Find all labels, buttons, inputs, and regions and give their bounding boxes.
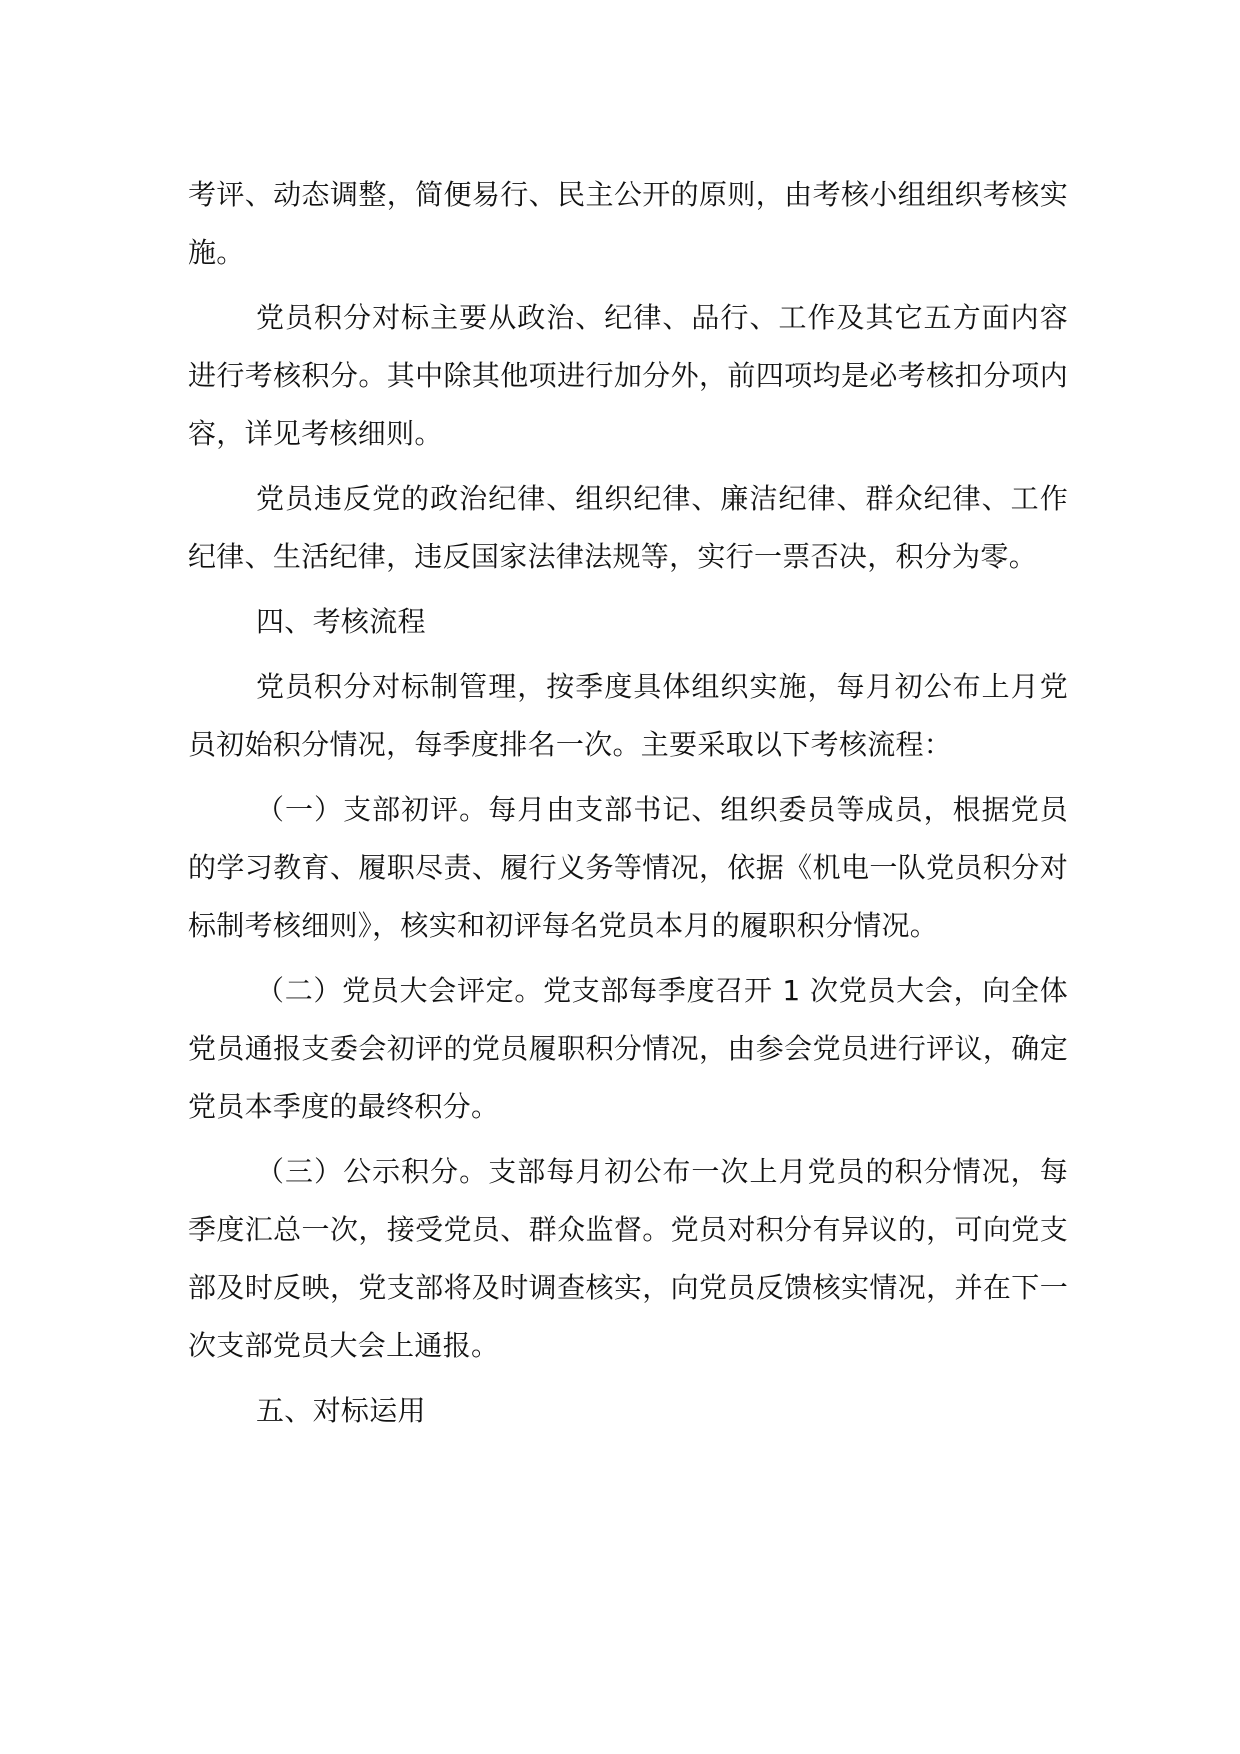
section-heading-benchmark-application: 五、对标运用 — [256, 1394, 426, 1427]
paragraph-step-publicity: （三）公示积分。支部每月初公布一次上月党员的积分情况，每季度汇总一次，接受党员、群众监督。党员对积分有异议的，可向党支部及时反映，党支部将及时调查核实，向党员反馈核实情况，并在下一次支部党员大会上通报。 — [188, 1155, 1068, 1362]
paragraph-principles-continued: 考评、动态调整，简便易行、民主公开的原则，由考核小组组织考核实施。 — [188, 178, 1068, 269]
section-heading-assessment-process: 四、考核流程 — [256, 605, 426, 638]
paragraph-step-member-meeting: （二）党员大会评定。党支部每季度召开 1 次党员大会，向全体党员通报支委会初评的党员履职积分情况，由参会党员进行评议，确定党员本季度的最终积分。 — [188, 974, 1068, 1123]
paragraph-step-initial-review: （一）支部初评。每月由支部书记、组织委员等成员，根据党员的学习教育、履职尽责、履行义务等情况，依据《机电一队党员积分对标制考核细则》，核实和初评每名党员本月的履职积分情况。 — [188, 793, 1068, 942]
document-body — [188, 166, 1068, 1447]
paragraph-process-intro: 党员积分对标制管理，按季度具体组织实施，每月初公布上月党员初始积分情况，每季度排名一次。主要采取以下考核流程： — [188, 670, 1068, 761]
paragraph-veto-rule: 党员违反党的政治纪律、组织纪律、廉洁纪律、群众纪律、工作纪律、生活纪律，违反国家法律法规等，实行一票否决，积分为零。 — [188, 482, 1068, 573]
paragraph-scoring-areas: 党员积分对标主要从政治、纪律、品行、工作及其它五方面内容进行考核积分。其中除其他项进行加分外，前四项均是必考核扣分项内容，详见考核细则。 — [188, 301, 1068, 450]
